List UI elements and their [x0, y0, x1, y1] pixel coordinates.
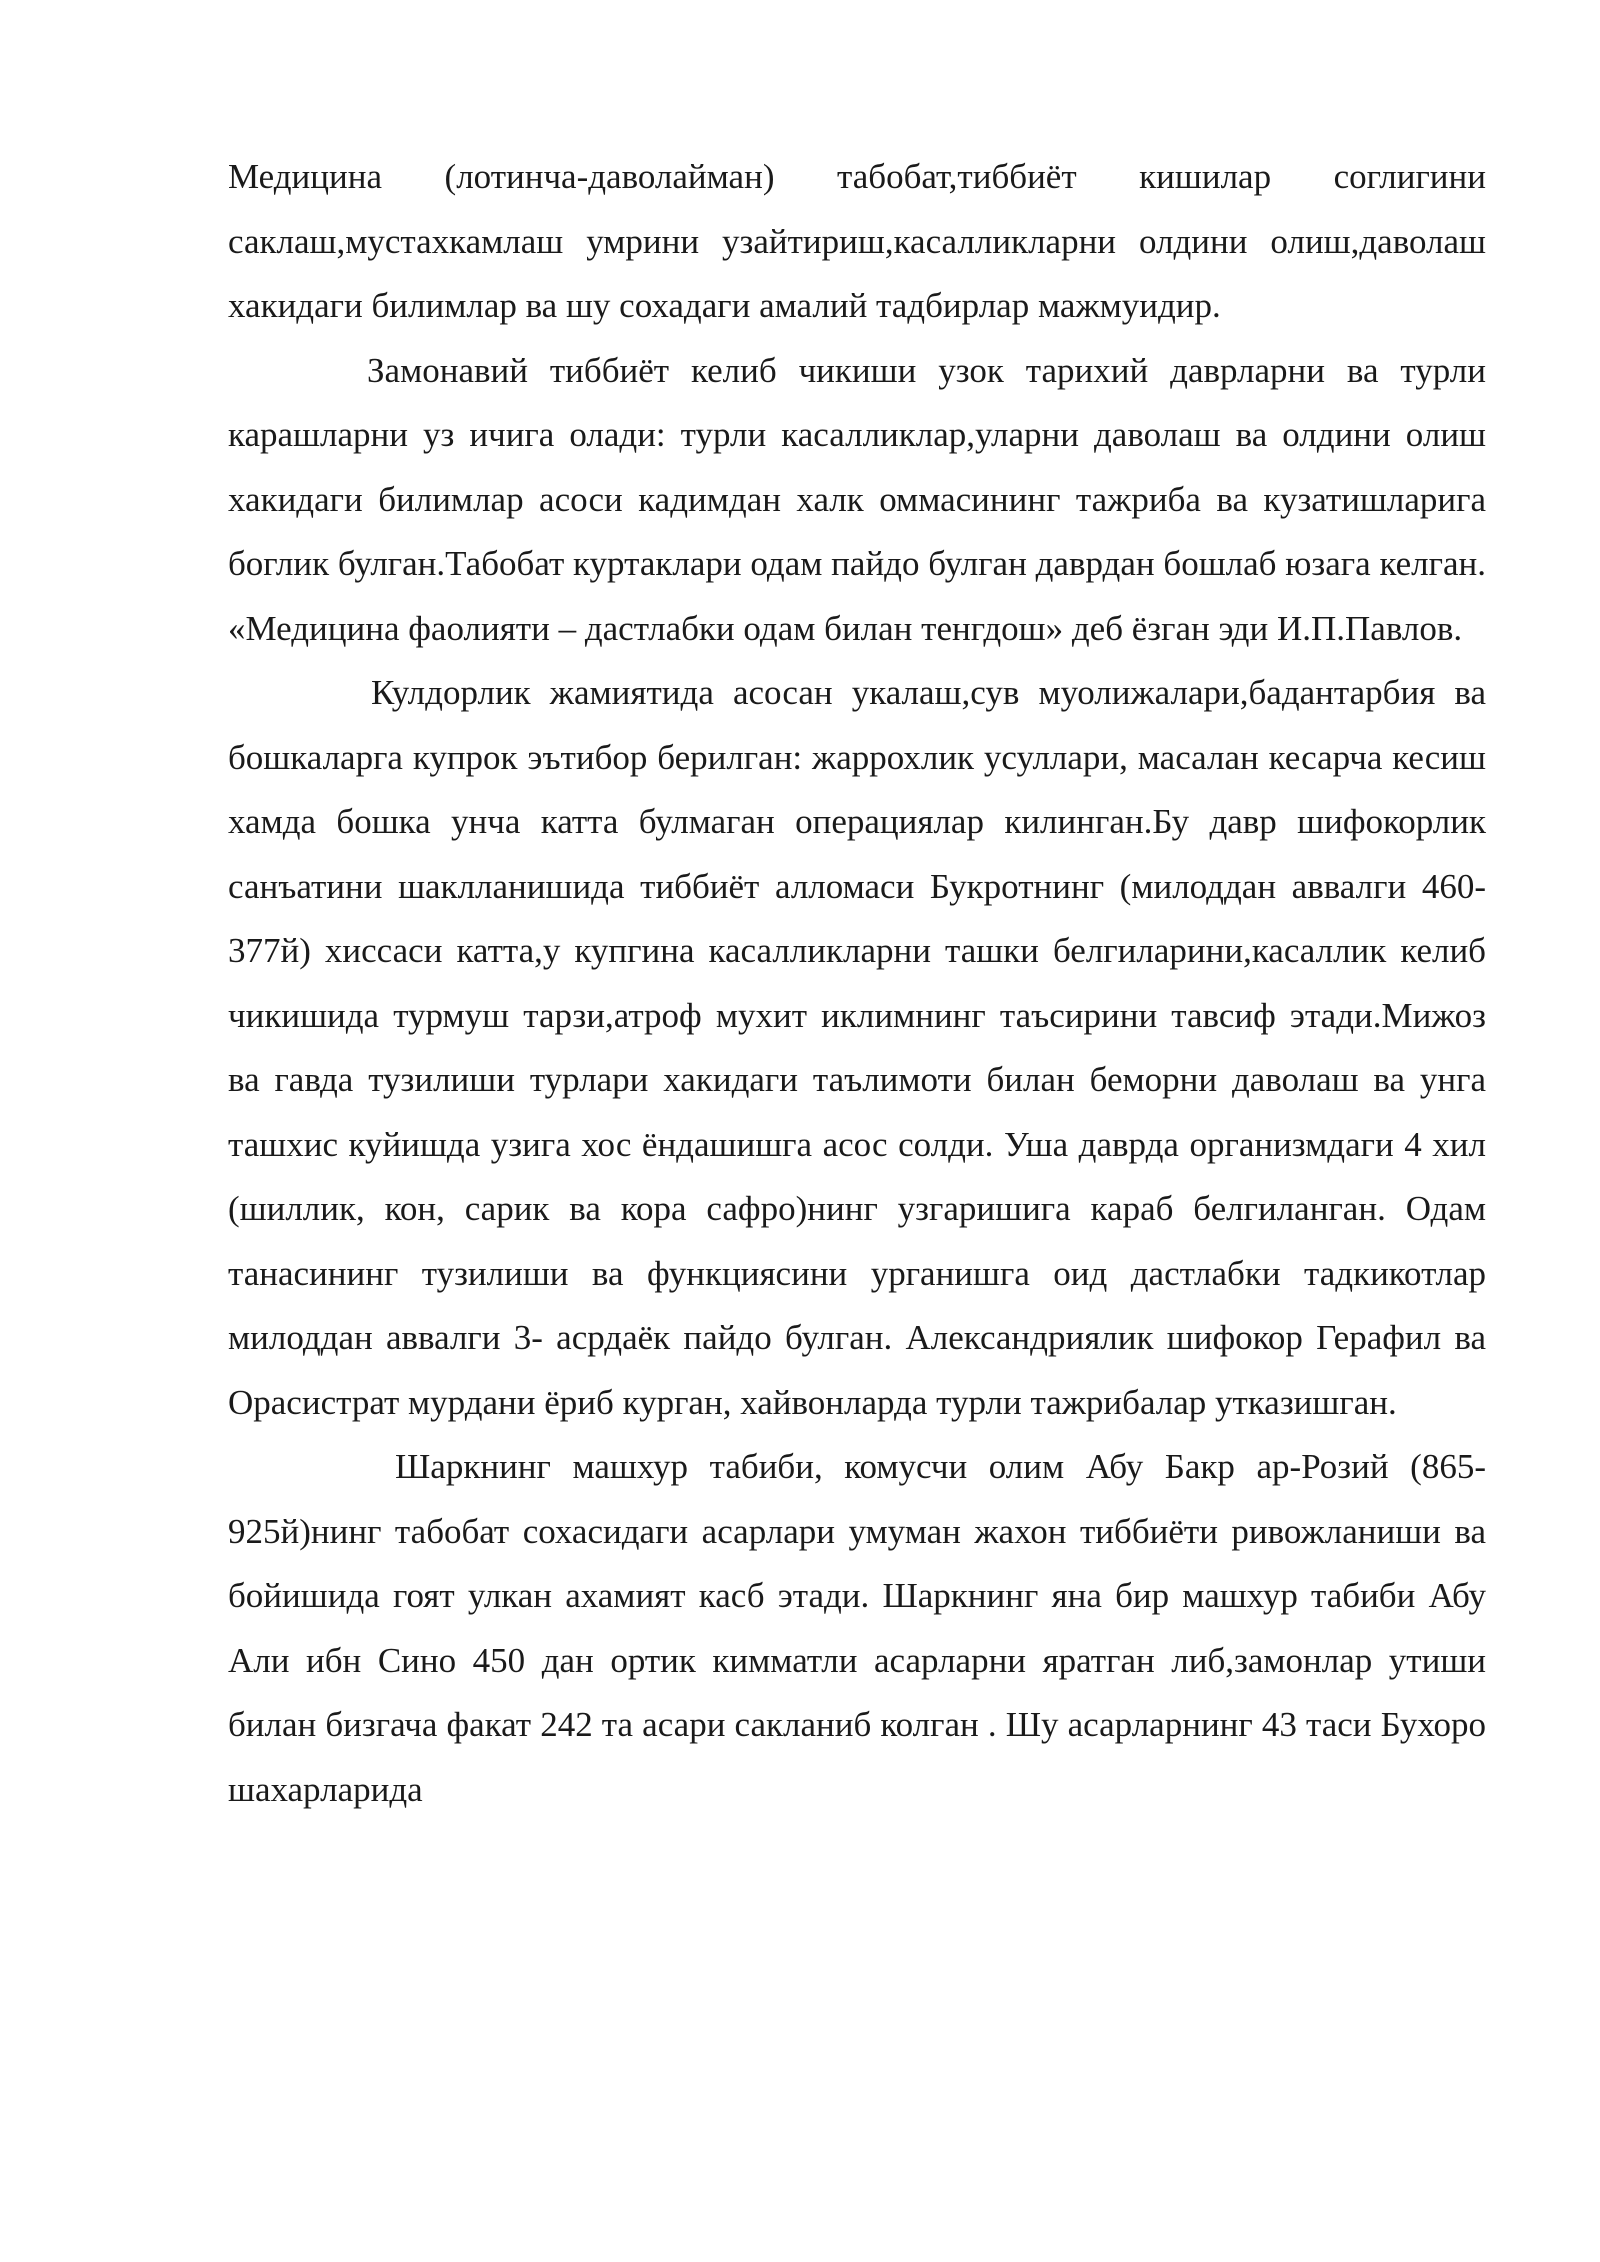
paragraph-medicine-definition: Медицина (лотинча-даволайман) табобат,тиббиёт кишилар соглигини саклаш,мустахкамлаш умрини узайтириш,касалликларни олдини олиш,даволаш хакидаги билимлар ва шу сохадаги амалий тадбирлар мажмуидир. — [228, 157, 1486, 325]
paragraph-modern-medicine-origins: Замонавий тиббиёт келиб чикиши узок тарихий даврларни ва турли карашларни уз ичига олади: турли касалликлар,уларни даволаш ва олдини олиш хакидаги билимлар асоси кадимдан халк оммасининг тажриба ва кузатишларига боглик булган.Табобат куртаклари одам пайдо булган даврдан бошлаб юзага келган. «Медицина фаолияти – дастлабки одам билан тенгдош» деб ёзган эди И.П.Павлов. — [228, 350, 1486, 648]
paragraph-slave-society-medicine: Кулдорлик жамиятида асосан укалаш,сув муолижалари,бадантарбия ва бошкаларга купрок эътибор берилган: жаррохлик усуллари, масалан кесарча кесиш хамда бошка унча катта булмаган операциялар килинган.Бу давр шифокорлик санъатини шаклланишида тиббиёт алломаси Букротнинг (милоддан аввалги 460-377й) хиссаси катта,у купгина касалликларни ташки белгиларини,касаллик келиб чикишида турмуш тарзи,атроф мухит иклимнинг таъсирини тавсиф этади.Мижоз ва гавда тузилиши турлари хакидаги таълимоти билан беморни даволаш ва унга ташхис куйишда узига хос ёндашишга асос солди. Уша даврда организмдаги 4 хил (шиллик, кон, сарик ва кора сафро)нинг узгаришига караб белгиланган. Одам танасининг тузилиши ва функциясини урганишга оид дастлабки тадкикотлар милоддан аввалги 3- асрдаёк пайдо булган. Александриялик шифокор Герафил ва Орасистрат мурдани ёриб курган, хайвонларда турли тажрибалар утказишган. — [228, 673, 1486, 1422]
paragraph-eastern-physicians: Шаркнинг машхур табиби, комусчи олим Абу Бакр ар-Розий (865-925й)нинг табобат сохасидаги асарлари умуман жахон тиббиёти ривожланиши ва бойишида гоят улкан ахамият касб этади. Шаркнинг яна бир машхур табиби Абу Али ибн Сино 450 дан ортик кимматли асарларни яратган либ,замонлар утиши билан бизгача факат 242 та асари сакланиб колган . Шу асарларнинг 43 таси Бухоро шахарларида — [228, 1447, 1486, 1809]
document-body — [228, 145, 1486, 1822]
